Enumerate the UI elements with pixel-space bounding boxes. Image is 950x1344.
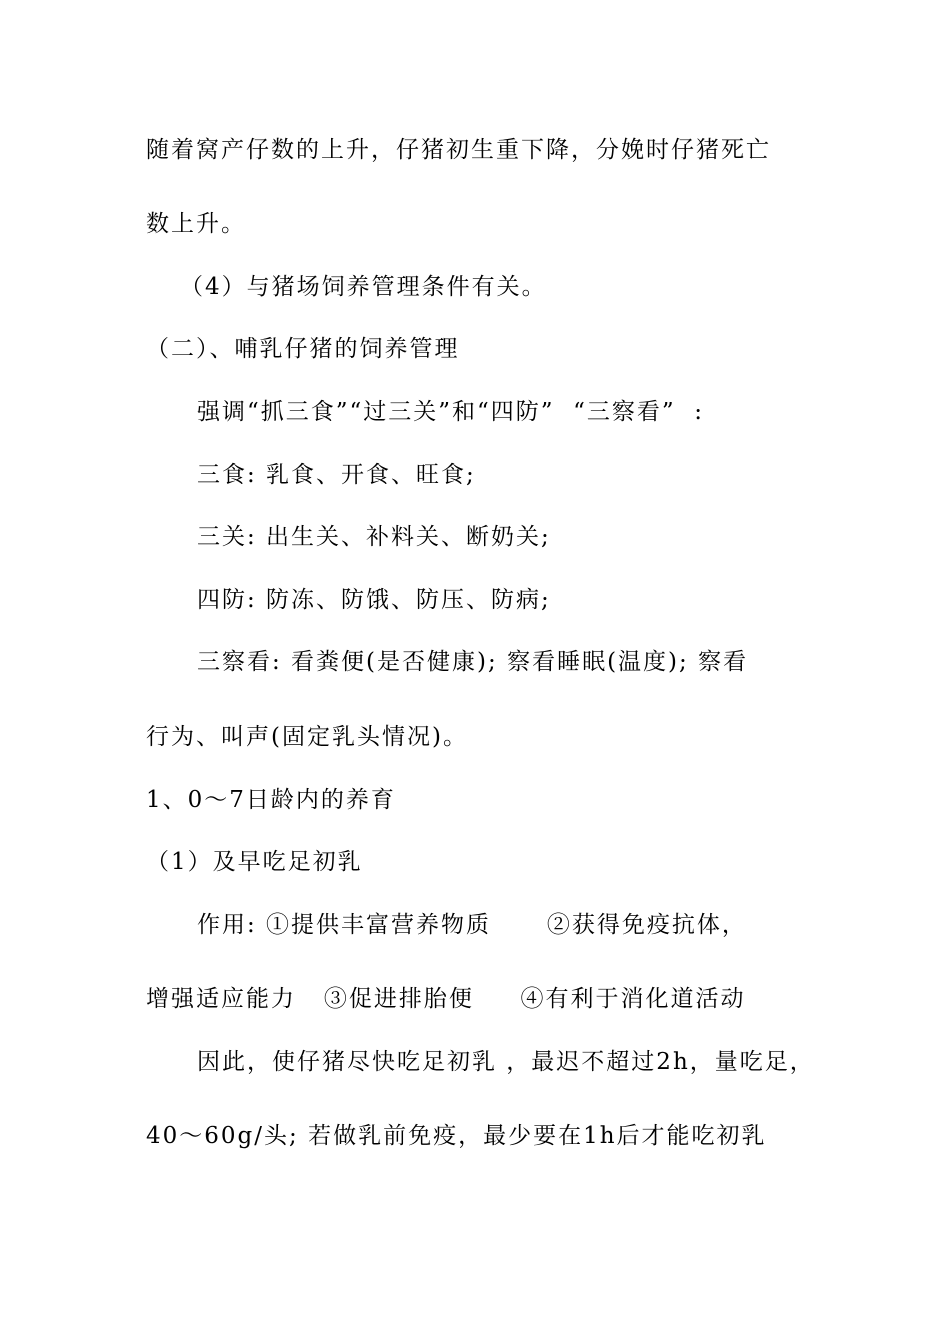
text-line: 三关: 出生关、补料关、断奶关;: [197, 524, 551, 550]
text-line: 数上升。: [146, 211, 246, 237]
text-line: 因此，使仔猪尽快吃足初乳 ，最迟不超过2h，量吃足，: [197, 1049, 815, 1075]
text-line: 三察看: 看粪便(是否健康); 察看睡眠(温度); 察看: [197, 649, 749, 675]
text-line: 行为、叫声(固定乳头情况)。: [146, 724, 468, 750]
text-line: 四防: 防冻、防饿、防压、防病;: [197, 587, 551, 613]
subsection-heading: （1）及早吃足初乳: [146, 849, 363, 875]
subsection-heading: 1、0～7日龄内的养育: [146, 787, 396, 813]
text-line: 增强适应能力 ③促进排胎便 ④有利于消化道活动: [146, 986, 746, 1012]
text-line: 强调“抓三食”“过三关”和“四防” “三察看” :: [197, 399, 705, 425]
text-line: 三食: 乳食、开食、旺食;: [197, 462, 476, 488]
text-line: （4）与猪场饲养管理条件有关。: [180, 274, 547, 300]
text-line: 随着窝产仔数的上升，仔猪初生重下降，分娩时仔猪死亡: [146, 137, 771, 163]
section-heading: （二）、哺乳仔猪的饲养管理: [146, 336, 460, 362]
text-line: 40～60g/头; 若做乳前免疫，最少要在1h后才能吃初乳: [146, 1123, 767, 1149]
text-line: 作用: ①提供丰富营养物质 ②获得免疫抗体，: [197, 912, 747, 938]
